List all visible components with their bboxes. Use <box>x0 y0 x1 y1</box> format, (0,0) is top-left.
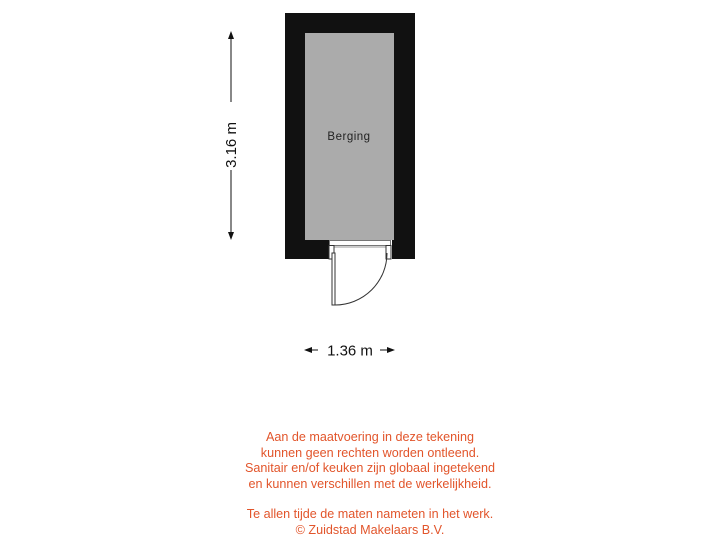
height-arrow-up <box>228 31 234 39</box>
room-label: Berging <box>327 131 371 143</box>
disclaimer <box>160 430 580 539</box>
disclaimer-line: kunnen geen rechten worden ontleend. <box>260 445 480 460</box>
width-dimension <box>304 343 395 360</box>
door-leaf <box>332 253 335 305</box>
disclaimer-line: Sanitair en/of keuken zijn globaal ingetekend <box>245 461 495 476</box>
height-arrow-down <box>228 232 234 240</box>
width-arrow-right <box>387 347 395 353</box>
height-dimension <box>223 31 240 240</box>
height-dimension-label: 3.16 m <box>223 122 240 168</box>
width-dimension-label: 1.36 m <box>327 342 373 360</box>
width-arrow-left <box>304 347 312 353</box>
door-swing-arc <box>335 253 387 305</box>
disclaimer-line: en kunnen verschillen met de werkelijkheid. <box>248 476 492 491</box>
copyright-line: © Zuidstad Makelaars B.V. <box>295 522 445 537</box>
door-threshold <box>330 241 391 246</box>
disclaimer-line: Aan de maatvoering in deze tekening <box>266 430 474 444</box>
disclaimer-line: Te allen tijde de maten nameten in het werk. <box>246 507 494 522</box>
